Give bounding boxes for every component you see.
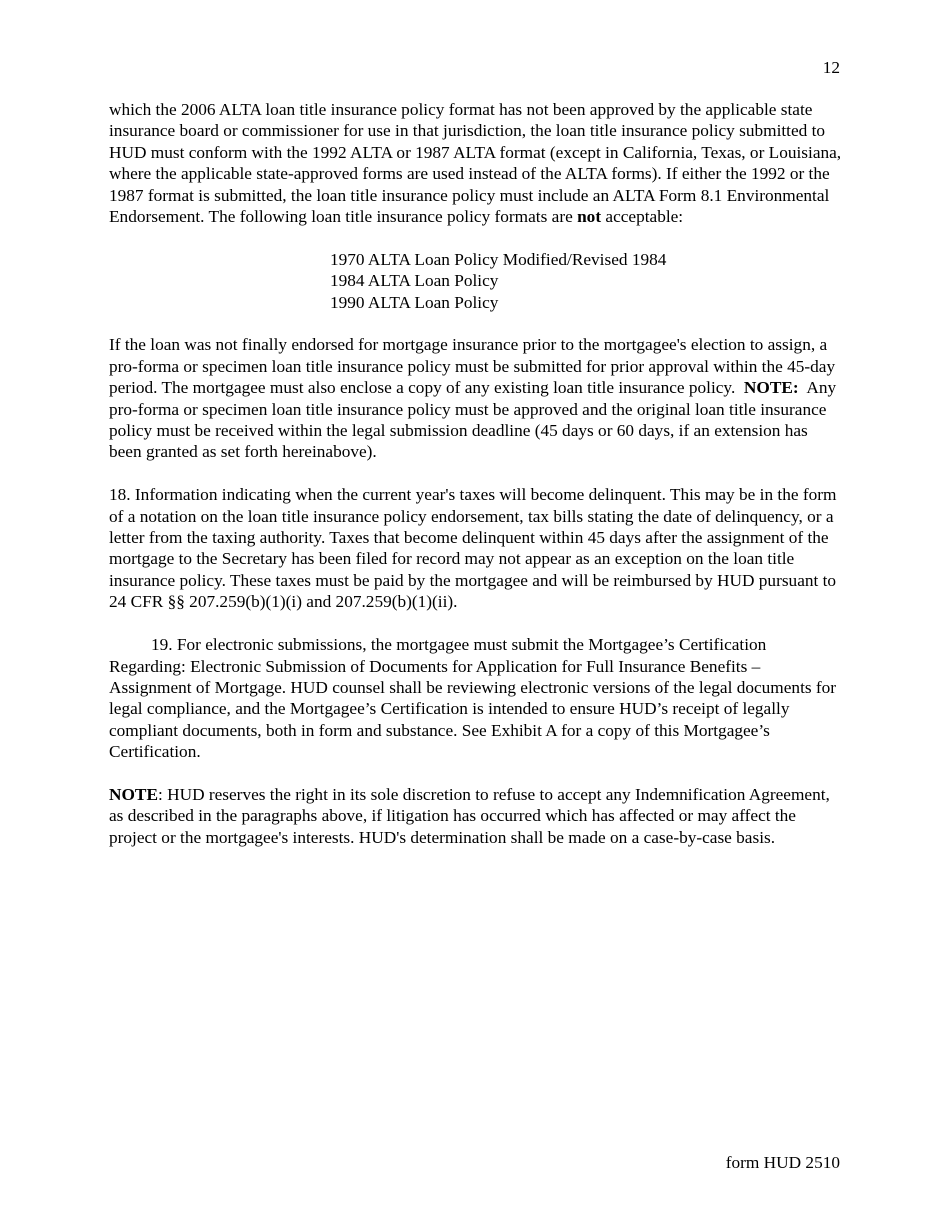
note-label: NOTE xyxy=(109,784,158,804)
emphasis-not: not xyxy=(577,207,602,227)
page-number: 12 xyxy=(822,58,840,77)
paragraph-text: which the 2006 ALTA loan title insurance policy format has not been approved by the applicable state insurance board or commissioner for use in that jurisdiction, the loan title insurance policy submitted to HUD must conform with the 1992 ALTA or 1987 ALTA format (except in California, Texas, or Louisiana, where the applicable state-approved forms are used instead of the ALTA forms). If either the 1992 or the 1987 format is submitted, the loan title insurance policy must include an ALTA Form 8.1 Environmental Endorsement. The following loan title insurance policy formats are xyxy=(109,100,842,227)
list-item: 1970 ALTA Loan Policy Modified/Revised 1984 xyxy=(330,249,667,269)
paragraph-title-policy-format xyxy=(109,99,844,227)
paragraph-18-taxes: 18. Information indicating when the current year's taxes will become delinquent. This may be in the form of a notation on the loan title insurance policy endorsement, tax bills stating the date of delinquency, or a letter from the taxing authority. Taxes that become delinquent within 45 days after the assignment of the mortgage to the Secretary has been filed for record may not appear as an exception on the loan title insurance policy. These taxes must be paid by the mortgagee and will be reimbursed by HUD pursuant to 24 CFR §§ 207.259(b)(1)(i) and 207.259(b)(1)(ii). xyxy=(109,485,837,612)
paragraph-19-electronic-submissions: 19. For electronic submissions, the mortgagee must submit the Mortgagee’s Certification Regarding: Electronic Submission of Documents for Application for Full Insurance Benefits – Assignment of Mortgage. HUD counsel shall be reviewing electronic versions of the legal documents for legal compliance, and the Mortgagee’s Certification is intended to ensure HUD’s receipt of legally compliant documents, both in form and substance. See Exhibit A for a copy of this Mortgagee’s Certification. xyxy=(109,635,837,762)
list-item: 1984 ALTA Loan Policy xyxy=(330,271,499,291)
unacceptable-formats-list xyxy=(330,249,844,313)
paragraph-text: Any pro-forma or specimen loan title insurance policy must be approved and the original loan title insurance policy must be received within the legal submission deadline (45 days or 60 days, if an extension has been granted as set forth hereinabove). xyxy=(109,378,841,462)
paragraph-text: : HUD reserves the right in its sole discretion to refuse to accept any Indemnification Agreement, as described in the paragraphs above, if litigation has occurred which has affected or may affect the project or the mortgagee's interests. HUD's determination shall be made on a case-by-case basis. xyxy=(109,784,830,847)
document-body xyxy=(109,99,844,870)
paragraph-text: If the loan was not finally endorsed for mortgage insurance prior to the mortgagee's election to assign, a pro-forma or specimen loan title insurance policy must be submitted for prior approval within the 45-day period. The mortgagee must also enclose a copy of any existing loan title insurance policy. xyxy=(109,335,840,398)
paragraph-text: acceptable: xyxy=(601,207,684,227)
note-label: NOTE: xyxy=(743,378,799,398)
paragraph-pro-forma xyxy=(109,334,844,462)
paragraph-final-note xyxy=(109,784,844,848)
form-footer: form HUD 2510 xyxy=(725,1153,840,1172)
list-item: 1990 ALTA Loan Policy xyxy=(330,292,499,312)
